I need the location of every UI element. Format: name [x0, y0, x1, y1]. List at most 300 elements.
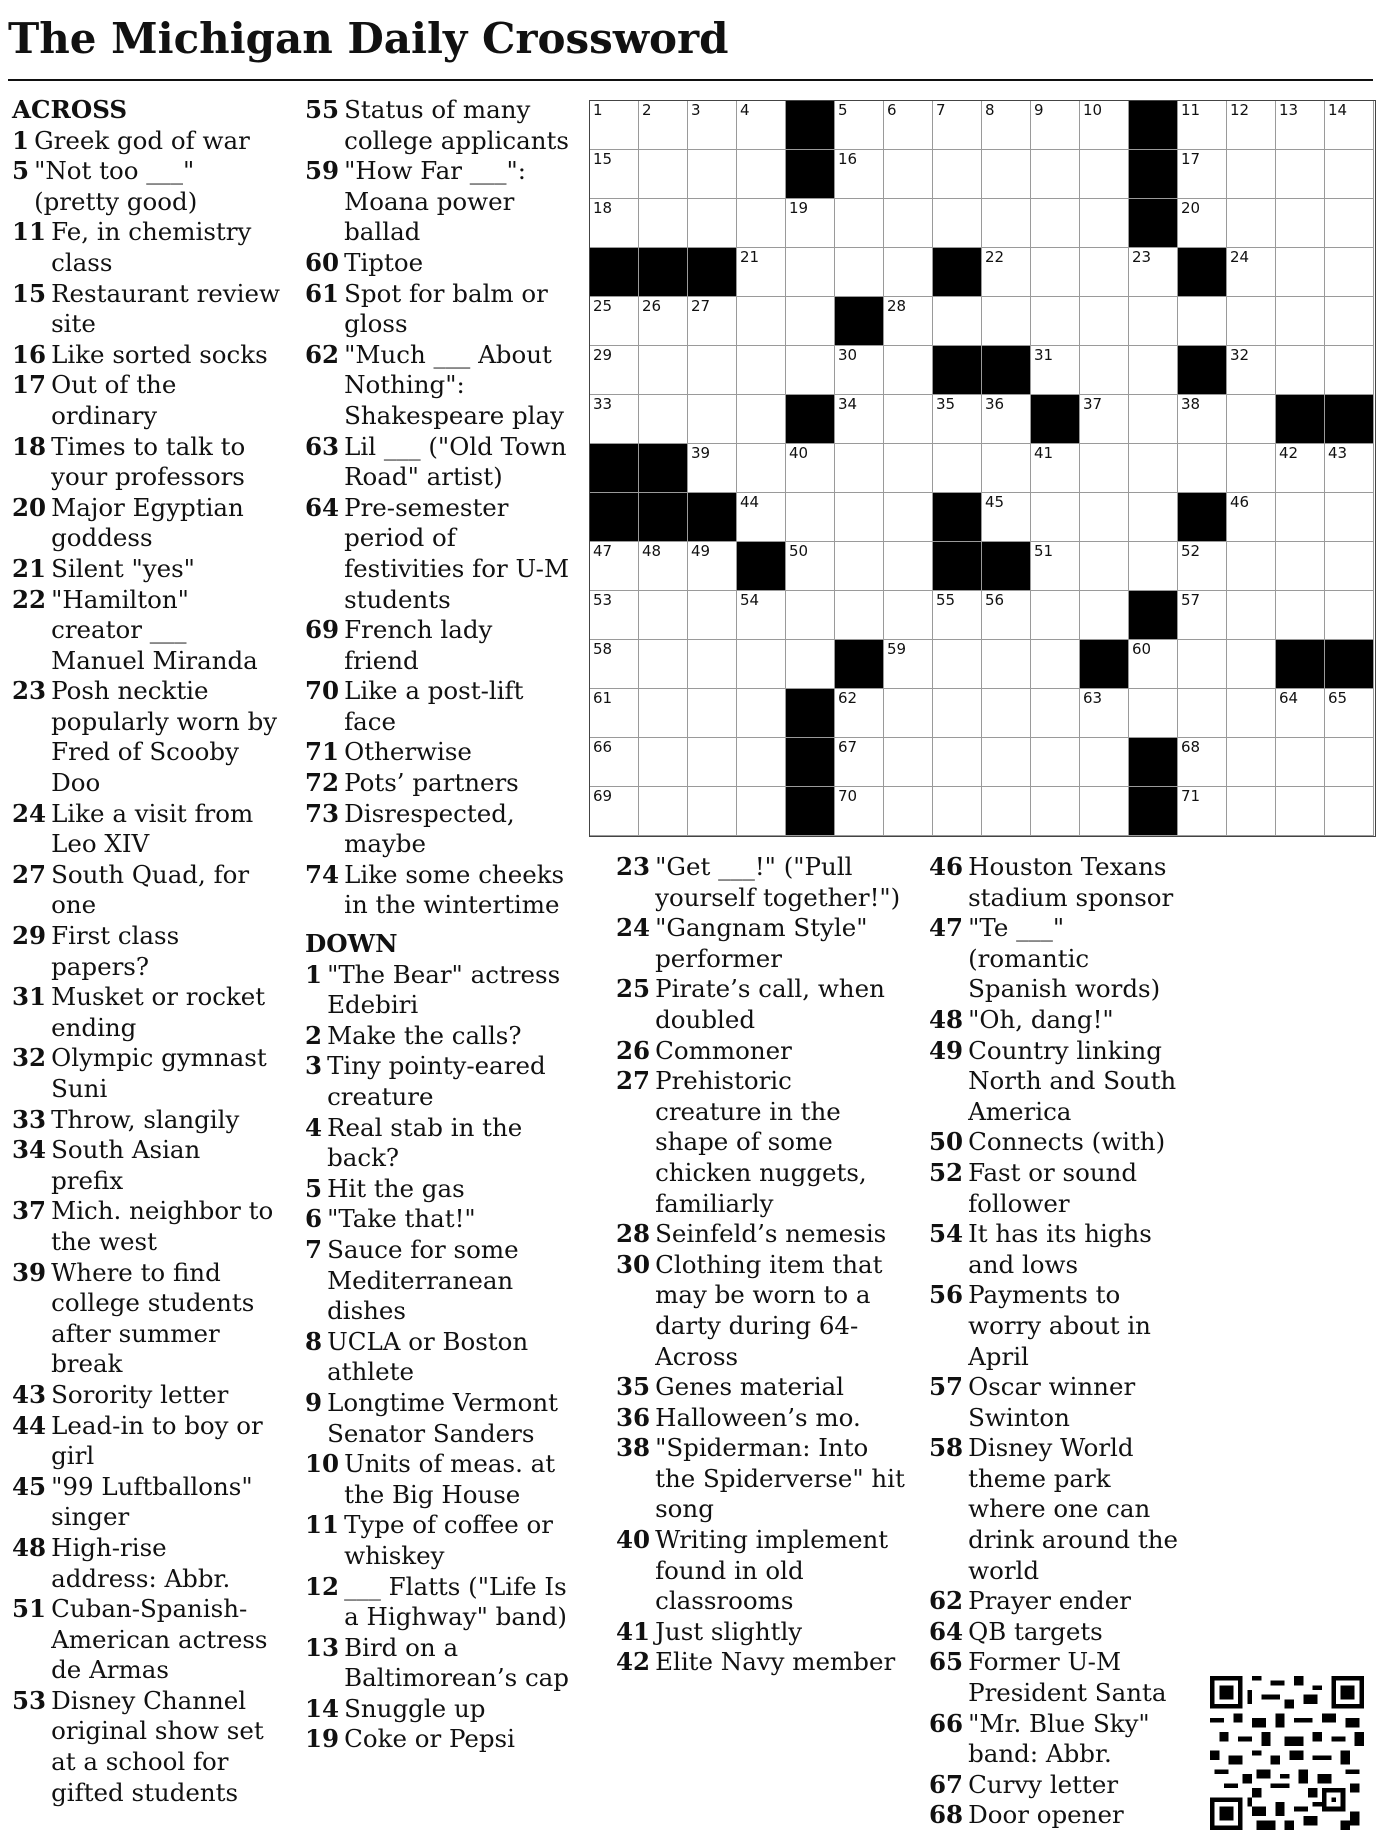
grid-cell[interactable] [1276, 101, 1325, 150]
clue-text: Musket or rocket ending [51, 982, 266, 1042]
grid-cell[interactable] [933, 591, 982, 640]
clue-number: 44 [12, 1410, 47, 1440]
clue [305, 1235, 573, 1327]
grid-cell[interactable] [639, 297, 688, 346]
grid-cell[interactable] [786, 542, 835, 591]
grid-cell[interactable] [835, 542, 884, 591]
clue-text: "Not too ___" (pretty good) [34, 156, 198, 216]
grid-cell[interactable] [1178, 199, 1227, 248]
grid-cell[interactable] [1325, 738, 1374, 787]
grid-cell[interactable] [1227, 346, 1276, 395]
grid-cell[interactable] [1080, 689, 1129, 738]
grid-cell[interactable] [1227, 738, 1276, 787]
grid-cell[interactable] [1080, 444, 1129, 493]
cell-number: 31 [1034, 346, 1054, 364]
grid-cell[interactable] [737, 101, 786, 150]
grid-cell[interactable] [737, 640, 786, 689]
grid-cell[interactable] [933, 199, 982, 248]
grid-cell[interactable] [1129, 444, 1178, 493]
grid-cell[interactable] [1227, 542, 1276, 591]
grid-cell[interactable] [835, 689, 884, 738]
grid-cell[interactable] [933, 101, 982, 150]
grid-cell[interactable] [1031, 444, 1080, 493]
clue-number: 54 [929, 1219, 964, 1249]
grid-cell[interactable] [1325, 150, 1374, 199]
clue-text: High-rise address: Abbr. [51, 1532, 231, 1593]
clue-text: First class papers? [51, 921, 180, 981]
cell-number: 66 [593, 738, 613, 756]
grid-cell[interactable] [982, 640, 1031, 689]
grid-cell[interactable] [835, 150, 884, 199]
cell-number: 68 [1181, 738, 1201, 756]
grid-cell[interactable] [688, 150, 737, 199]
grid-cell[interactable] [1276, 297, 1325, 346]
clue-number: 4 [305, 1112, 323, 1142]
grid-cell[interactable] [1129, 395, 1178, 444]
grid-cell[interactable] [1276, 493, 1325, 542]
grid-cell[interactable] [884, 640, 933, 689]
grid-cell[interactable] [590, 689, 639, 738]
cell-number: 33 [593, 395, 613, 413]
grid-cell[interactable] [1080, 542, 1129, 591]
clue-number: 57 [929, 1372, 964, 1402]
grid-cell[interactable] [1129, 542, 1178, 591]
grid-cell[interactable] [688, 444, 737, 493]
grid-cell[interactable] [1325, 101, 1374, 150]
grid-cell[interactable] [835, 346, 884, 395]
grid-cell[interactable] [933, 738, 982, 787]
grid-cell[interactable] [1325, 248, 1374, 297]
clue-text: Spot for balm or gloss [344, 278, 548, 339]
black-square [639, 493, 688, 542]
clue-text: Pots’ partners [344, 768, 519, 798]
cell-number: 34 [838, 395, 858, 413]
clue-text: Silent "yes" [51, 553, 195, 583]
grid-cell[interactable] [786, 346, 835, 395]
grid-cell[interactable] [1276, 738, 1325, 787]
clue [305, 156, 573, 248]
clue-number: 11 [305, 1510, 340, 1540]
grid-cell[interactable] [1031, 101, 1080, 150]
grid-cell[interactable] [835, 738, 884, 787]
cell-number: 69 [593, 787, 613, 805]
grid-cell[interactable] [835, 444, 884, 493]
grid-cell[interactable] [590, 101, 639, 150]
grid-cell[interactable] [933, 150, 982, 199]
cell-number: 58 [593, 640, 613, 658]
grid-cell[interactable] [1276, 444, 1325, 493]
grid-cell[interactable] [884, 346, 933, 395]
grid-cell[interactable] [1276, 542, 1325, 591]
grid-cell[interactable] [884, 542, 933, 591]
grid-cell[interactable] [1325, 493, 1374, 542]
black-square [1325, 640, 1374, 689]
clue [305, 1174, 573, 1205]
grid-cell[interactable] [688, 297, 737, 346]
across-heading: ACROSS [12, 95, 128, 124]
clue-text: Type of coffee or whiskey [344, 1510, 553, 1570]
grid-cell[interactable] [1031, 787, 1080, 836]
grid-cell[interactable] [1080, 493, 1129, 542]
clue-number: 51 [12, 1594, 47, 1624]
grid-cell[interactable] [982, 101, 1031, 150]
grid-cell[interactable] [982, 297, 1031, 346]
grid-cell[interactable] [835, 248, 884, 297]
grid-cell[interactable] [1276, 346, 1325, 395]
clue [929, 1372, 1191, 1433]
grid-cell[interactable] [786, 199, 835, 248]
clue-number: 8 [305, 1326, 323, 1356]
grid-cell[interactable] [884, 199, 933, 248]
clue-number: 1 [305, 959, 323, 989]
grid-cell[interactable] [933, 689, 982, 738]
grid-cell[interactable] [1178, 297, 1227, 346]
grid-cell[interactable] [1325, 297, 1374, 346]
grid-cell[interactable] [1325, 591, 1374, 640]
clue-number: 10 [305, 1449, 340, 1479]
grid-cell[interactable] [1276, 787, 1325, 836]
grid-cell[interactable] [1227, 395, 1276, 444]
grid-cell[interactable] [1227, 297, 1276, 346]
grid-cell[interactable] [1031, 493, 1080, 542]
black-square [639, 248, 688, 297]
clue [12, 1472, 280, 1533]
grid-cell[interactable] [1178, 591, 1227, 640]
grid-cell[interactable] [590, 199, 639, 248]
grid-cell[interactable] [884, 444, 933, 493]
grid-cell[interactable] [1227, 493, 1276, 542]
grid-cell[interactable] [1325, 542, 1374, 591]
clue-text: "The Bear" actress Edebiri [327, 959, 561, 1020]
grid-cell[interactable] [590, 150, 639, 199]
clue-text: Door opener [968, 1800, 1124, 1830]
grid-cell[interactable] [884, 150, 933, 199]
grid-cell[interactable] [1129, 493, 1178, 542]
cell-number: 57 [1181, 591, 1201, 609]
cell-number: 70 [838, 787, 858, 805]
grid-cell[interactable] [1276, 150, 1325, 199]
grid-cell[interactable] [590, 591, 639, 640]
grid-cell[interactable] [737, 738, 786, 787]
grid-cell[interactable] [884, 101, 933, 150]
grid-cell[interactable] [590, 395, 639, 444]
grid-cell[interactable] [737, 493, 786, 542]
clue-text: Tiny pointy-eared creature [327, 1051, 546, 1111]
grid-cell[interactable] [737, 591, 786, 640]
grid-cell[interactable] [884, 493, 933, 542]
grid-cell[interactable] [786, 297, 835, 346]
grid-cell[interactable] [933, 297, 982, 346]
grid-cell[interactable] [1227, 591, 1276, 640]
grid-cell[interactable] [1178, 738, 1227, 787]
grid-cell[interactable] [982, 150, 1031, 199]
grid-cell[interactable] [1325, 787, 1374, 836]
clue [929, 852, 1191, 913]
grid-cell[interactable] [1129, 248, 1178, 297]
grid-cell[interactable] [933, 640, 982, 689]
grid-cell[interactable] [1080, 591, 1129, 640]
grid-cell[interactable] [1031, 689, 1080, 738]
clue [12, 1196, 280, 1257]
grid-cell[interactable] [688, 640, 737, 689]
grid-cell[interactable] [688, 542, 737, 591]
grid-cell[interactable] [1227, 787, 1276, 836]
clue-text: "Gangnam Style" performer [655, 913, 868, 973]
title-divider [8, 79, 1373, 81]
grid-cell[interactable] [786, 591, 835, 640]
grid-cell[interactable] [1178, 444, 1227, 493]
grid-cell[interactable] [1227, 689, 1276, 738]
grid-cell[interactable] [1031, 199, 1080, 248]
grid-cell[interactable] [1227, 640, 1276, 689]
grid-cell[interactable] [982, 395, 1031, 444]
cell-number: 64 [1279, 689, 1299, 707]
grid-cell[interactable] [1227, 248, 1276, 297]
black-square [590, 493, 639, 542]
grid-cell[interactable] [639, 689, 688, 738]
grid-cell[interactable] [1031, 248, 1080, 297]
black-square [1129, 787, 1178, 836]
grid-cell[interactable] [590, 738, 639, 787]
grid-cell[interactable] [1178, 150, 1227, 199]
grid-cell[interactable] [737, 395, 786, 444]
grid-cell[interactable] [982, 199, 1031, 248]
clue [305, 737, 573, 768]
grid-cell[interactable] [884, 591, 933, 640]
grid-cell[interactable] [1276, 248, 1325, 297]
grid-cell[interactable] [639, 395, 688, 444]
grid-cell[interactable] [737, 199, 786, 248]
grid-cell[interactable] [737, 150, 786, 199]
grid-cell[interactable] [1325, 346, 1374, 395]
cell-number: 28 [887, 297, 907, 315]
grid-cell[interactable] [590, 297, 639, 346]
cell-number: 7 [936, 101, 946, 119]
grid-cell[interactable] [639, 150, 688, 199]
black-square [786, 150, 835, 199]
grid-cell[interactable] [688, 738, 737, 787]
grid-cell[interactable] [884, 787, 933, 836]
grid-cell[interactable] [1129, 297, 1178, 346]
down-heading: DOWN [305, 929, 398, 959]
grid-cell[interactable] [639, 199, 688, 248]
grid-cell[interactable] [786, 493, 835, 542]
clue-number: 49 [929, 1035, 964, 1065]
clue-number: 60 [305, 247, 340, 277]
clue-text: Like a visit from Leo XIV [51, 798, 254, 859]
clue [616, 1617, 906, 1648]
clue-text: Times to talk to your professors [51, 431, 246, 492]
clue-text: Sauce for some Mediterranean dishes [327, 1234, 519, 1326]
grid-cell[interactable] [933, 787, 982, 836]
grid-cell[interactable] [1031, 346, 1080, 395]
clue-number: 22 [12, 584, 47, 614]
cell-number: 14 [1328, 101, 1348, 119]
grid-cell[interactable] [1080, 150, 1129, 199]
grid-cell[interactable] [884, 689, 933, 738]
grid-cell[interactable] [737, 787, 786, 836]
clue-number: 23 [12, 676, 47, 706]
clue [305, 1724, 573, 1755]
grid-cell[interactable] [1129, 640, 1178, 689]
grid-cell[interactable] [835, 101, 884, 150]
grid-cell[interactable] [1227, 199, 1276, 248]
grid-cell[interactable] [1080, 101, 1129, 150]
black-square [1178, 493, 1227, 542]
clue-number: 21 [12, 553, 47, 583]
grid-cell[interactable] [737, 689, 786, 738]
clue [616, 1403, 906, 1434]
clue [616, 1647, 906, 1678]
grid-cell[interactable] [982, 787, 1031, 836]
grid-cell[interactable] [1031, 738, 1080, 787]
black-square [786, 738, 835, 787]
clue [616, 913, 906, 974]
clue-number: 3 [305, 1051, 323, 1081]
grid-cell[interactable] [737, 248, 786, 297]
cell-number: 30 [838, 346, 858, 364]
grid-cell[interactable] [1080, 787, 1129, 836]
grid-cell[interactable] [1031, 297, 1080, 346]
grid-cell[interactable] [1080, 346, 1129, 395]
clue-column-3 [616, 852, 906, 1678]
grid-cell[interactable] [639, 346, 688, 395]
clue-number: 70 [305, 676, 340, 706]
grid-cell[interactable] [737, 346, 786, 395]
grid-cell[interactable] [688, 346, 737, 395]
grid-cell[interactable] [1080, 395, 1129, 444]
grid-cell[interactable] [737, 297, 786, 346]
grid-cell[interactable] [1129, 689, 1178, 738]
grid-cell[interactable] [982, 444, 1031, 493]
clue [929, 1219, 1191, 1280]
grid-cell[interactable] [688, 787, 737, 836]
clue-number: 7 [305, 1234, 323, 1264]
grid-cell[interactable] [688, 199, 737, 248]
grid-cell[interactable] [1178, 689, 1227, 738]
clue-number: 18 [12, 431, 47, 461]
grid-cell[interactable] [1178, 395, 1227, 444]
cell-number: 36 [985, 395, 1005, 413]
grid-cell[interactable] [1129, 346, 1178, 395]
grid-cell[interactable] [1227, 444, 1276, 493]
grid-cell[interactable] [1178, 787, 1227, 836]
grid-cell[interactable] [639, 640, 688, 689]
clue-text: Commoner [655, 1035, 792, 1065]
grid-cell[interactable] [1031, 591, 1080, 640]
grid-cell[interactable] [1080, 297, 1129, 346]
grid-cell[interactable] [1276, 689, 1325, 738]
cell-number: 61 [593, 689, 613, 707]
grid-cell[interactable] [590, 787, 639, 836]
clue-column-1 [12, 95, 280, 1808]
grid-cell[interactable] [884, 738, 933, 787]
grid-cell[interactable] [786, 444, 835, 493]
grid-cell[interactable] [1325, 444, 1374, 493]
grid-cell[interactable] [982, 591, 1031, 640]
grid-cell[interactable] [982, 493, 1031, 542]
cell-number: 49 [691, 542, 711, 560]
cell-number: 42 [1279, 444, 1299, 462]
grid-cell[interactable] [590, 542, 639, 591]
clue [12, 860, 280, 921]
grid-cell[interactable] [1080, 199, 1129, 248]
grid-cell[interactable] [884, 395, 933, 444]
cell-number: 20 [1181, 199, 1201, 217]
grid-cell[interactable] [1325, 199, 1374, 248]
grid-cell[interactable] [1178, 101, 1227, 150]
grid-cell[interactable] [688, 689, 737, 738]
grid-cell[interactable] [786, 248, 835, 297]
grid-cell[interactable] [737, 444, 786, 493]
cell-number: 17 [1181, 150, 1201, 168]
grid-cell[interactable] [786, 640, 835, 689]
cell-number: 44 [740, 493, 760, 511]
grid-cell[interactable] [1031, 542, 1080, 591]
grid-cell[interactable] [590, 346, 639, 395]
grid-cell[interactable] [639, 787, 688, 836]
clue-number: 42 [616, 1647, 651, 1677]
grid-cell[interactable] [1080, 248, 1129, 297]
grid-cell[interactable] [590, 640, 639, 689]
black-square [982, 346, 1031, 395]
grid-cell[interactable] [639, 101, 688, 150]
grid-cell[interactable] [933, 444, 982, 493]
grid-cell[interactable] [933, 395, 982, 444]
clue-text: Fast or sound follower [968, 1157, 1138, 1218]
clue [12, 432, 280, 493]
grid-cell[interactable] [1227, 150, 1276, 199]
cell-number: 65 [1328, 689, 1348, 707]
grid-cell[interactable] [639, 591, 688, 640]
grid-cell[interactable] [835, 395, 884, 444]
clue-text: "Get ___!" ("Pull yourself together!") [655, 852, 901, 912]
grid-cell[interactable] [639, 542, 688, 591]
grid-cell[interactable] [982, 689, 1031, 738]
page-title: The Michigan Daily Crossword [8, 14, 729, 63]
grid-cell[interactable] [884, 297, 933, 346]
grid-cell[interactable] [1325, 689, 1374, 738]
grid-cell[interactable] [982, 248, 1031, 297]
grid-cell[interactable] [884, 248, 933, 297]
clue-text: Genes material [655, 1372, 844, 1402]
grid-cell[interactable] [1227, 101, 1276, 150]
grid-cell[interactable] [1031, 150, 1080, 199]
black-square [1129, 199, 1178, 248]
grid-cell[interactable] [1080, 738, 1129, 787]
grid-cell[interactable] [688, 395, 737, 444]
grid-cell[interactable] [1276, 591, 1325, 640]
black-square [590, 248, 639, 297]
grid-cell[interactable] [835, 787, 884, 836]
clue [305, 1204, 573, 1235]
grid-cell[interactable] [982, 738, 1031, 787]
grid-cell[interactable] [1178, 640, 1227, 689]
cell-number: 13 [1279, 101, 1299, 119]
cell-number: 22 [985, 248, 1005, 266]
grid-cell[interactable] [835, 591, 884, 640]
grid-cell[interactable] [639, 738, 688, 787]
black-square [1129, 101, 1178, 150]
grid-cell[interactable] [688, 591, 737, 640]
grid-cell[interactable] [1031, 640, 1080, 689]
grid-cell[interactable] [1178, 542, 1227, 591]
black-square [590, 444, 639, 493]
grid-cell[interactable] [1276, 199, 1325, 248]
grid-cell[interactable] [688, 101, 737, 150]
grid-cell[interactable] [835, 493, 884, 542]
grid-cell[interactable] [835, 199, 884, 248]
